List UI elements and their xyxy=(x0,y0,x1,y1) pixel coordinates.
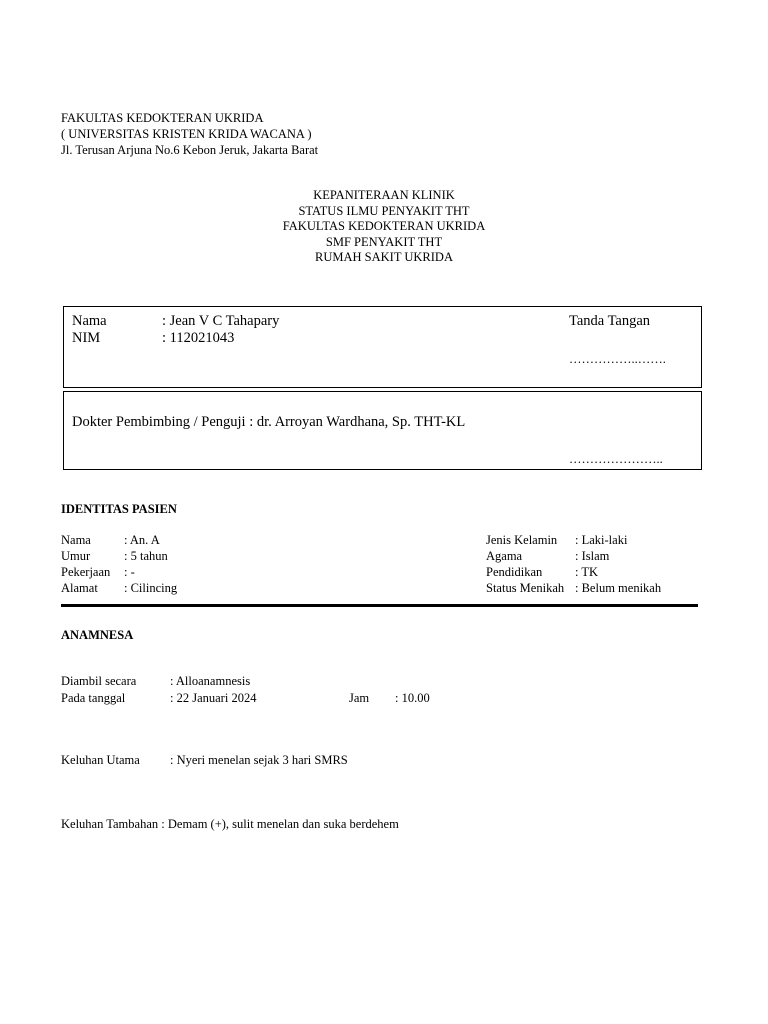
student-nim-label: NIM xyxy=(72,330,101,346)
time-value: : 10.00 xyxy=(395,691,430,705)
patient-address-value: : Cilincing xyxy=(124,581,178,595)
patient-religion-value: : Islam xyxy=(575,549,610,563)
university-name: ( UNIVERSITAS KRISTEN KRIDA WACANA ) xyxy=(61,127,312,141)
patient-occupation-label: Pekerjaan xyxy=(61,565,111,579)
patient-address-label: Alamat xyxy=(61,581,98,595)
patient-gender-value: : Laki-laki xyxy=(575,533,628,547)
section-divider xyxy=(61,604,698,607)
patient-education-label: Pendidikan xyxy=(486,565,543,579)
patient-education-value: : TK xyxy=(575,565,599,579)
patient-age-label: Umur xyxy=(61,549,91,563)
anamnesa-heading: ANAMNESA xyxy=(61,628,134,642)
patient-gender-label: Jenis Kelamin xyxy=(486,533,558,547)
patient-marital-value: : Belum menikah xyxy=(575,581,662,595)
main-complaint-label: Keluhan Utama xyxy=(61,753,140,767)
patient-age-value: : 5 tahun xyxy=(124,549,168,563)
title-line: RUMAH SAKIT UKRIDA xyxy=(315,250,453,265)
title-line: FAKULTAS KEDOKTERAN UKRIDA xyxy=(282,219,486,234)
advisor-text: Dokter Pembimbing / Penguji : dr. Arroyan Wardhana, Sp. THT-KL xyxy=(72,414,466,430)
taken-method-value: : Alloanamnesis xyxy=(170,674,251,688)
student-nim-value: : 112021043 xyxy=(162,330,235,346)
student-name-label: Nama xyxy=(72,313,107,329)
document-title xyxy=(0,188,768,266)
institution-header xyxy=(61,110,318,158)
patient-occupation-value: : - xyxy=(124,565,135,579)
title-line: STATUS ILMU PENYAKIT THT xyxy=(298,203,470,218)
student-name-value: : Jean V C Tahapary xyxy=(162,313,280,329)
date-label: Pada tanggal xyxy=(61,691,126,705)
signature-label: Tanda Tangan xyxy=(569,313,651,329)
advisor-signature-line: ………………….. xyxy=(569,452,663,466)
patient-name-label: Nama xyxy=(61,533,91,547)
patient-name-value: : An. A xyxy=(124,533,160,547)
patient-marital-label: Status Menikah xyxy=(486,581,565,595)
title-line: KEPANITERAAN KLINIK xyxy=(313,188,455,202)
additional-complaint xyxy=(61,816,399,832)
title-line: SMF PENYAKIT THT xyxy=(325,234,443,249)
faculty-name: FAKULTAS KEDOKTERAN UKRIDA xyxy=(61,111,264,125)
additional-complaint-label: Keluhan Tambahan xyxy=(61,817,159,831)
patient-identity-heading: IDENTITAS PASIEN xyxy=(61,502,177,516)
additional-complaint-value: : Demam (+), sulit menelan dan suka berdehem xyxy=(161,817,399,831)
date-value: : 22 Januari 2024 xyxy=(170,691,257,705)
student-signature-line: ……………..……. xyxy=(569,352,666,366)
taken-method-label: Diambil secara xyxy=(61,674,137,688)
time-label: Jam xyxy=(349,691,370,705)
patient-religion-label: Agama xyxy=(486,549,523,563)
main-complaint-value: : Nyeri menelan sejak 3 hari SMRS xyxy=(170,753,348,767)
institution-address: Jl. Terusan Arjuna No.6 Kebon Jeruk, Jakarta Barat xyxy=(61,143,319,157)
